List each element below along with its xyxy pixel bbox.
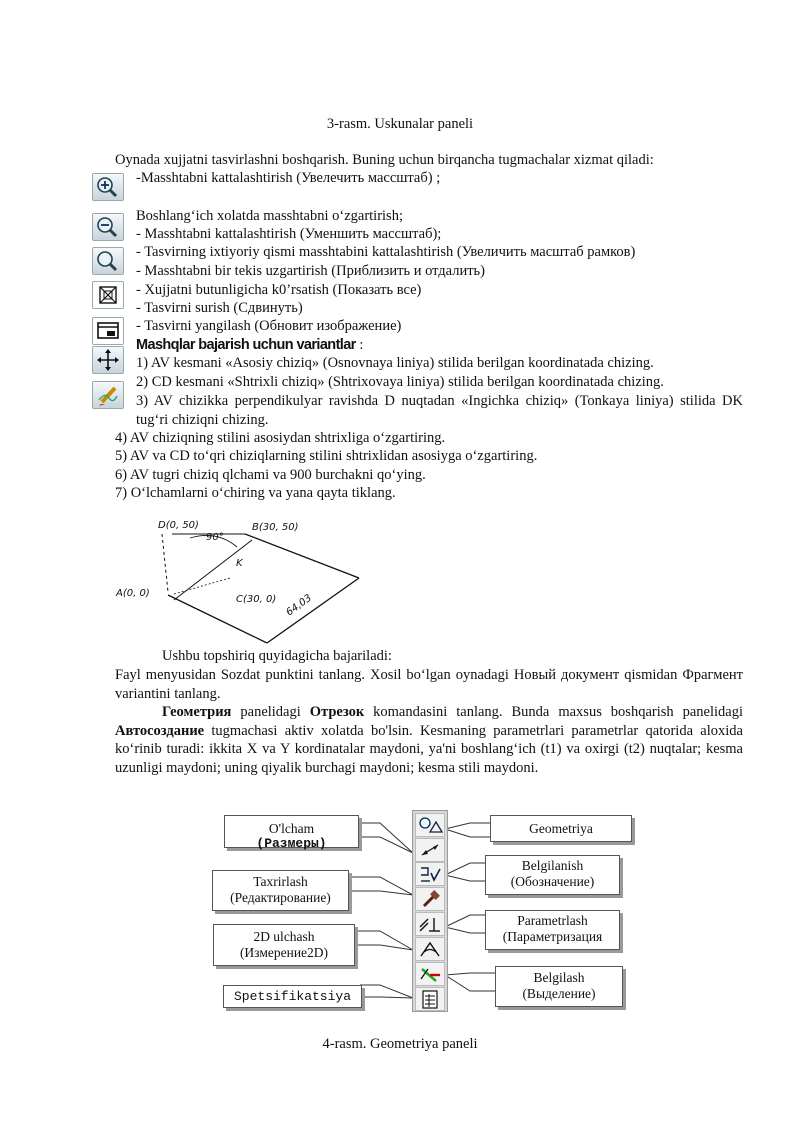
exercise-heading-text: Mashqlar bajarish uchun variantlar <box>136 337 356 353</box>
exercise-7: 7) O‘lchamlarni o‘chiring va yana qayta tiklang. <box>115 485 396 501</box>
dimensions-tool-icon[interactable] <box>415 838 445 862</box>
label-razmery: (Размеры) <box>256 836 327 851</box>
p2-text-1: panelidagi <box>231 704 310 720</box>
task-intro: Ushbu topshiriq quyidagicha bajariladi: <box>162 648 392 664</box>
label-belgilash: Belgilash <box>533 970 585 985</box>
parametrization-tool-icon[interactable] <box>415 912 445 936</box>
sketch-label-k: K <box>236 558 243 569</box>
label-box-measure <box>213 924 355 966</box>
label-box-editing <box>212 870 349 911</box>
specification-tool-icon[interactable] <box>415 987 445 1011</box>
panel-connectors <box>0 805 800 1025</box>
sketch-label-b: B(30, 50) <box>252 522 299 533</box>
p2-text-2: komandasini tanlang. Bunda maxsus boshqarish panelidagi <box>364 704 743 720</box>
exercise-2: 2) CD kesmani «Shtrixli chiziq» (Shtrixovaya liniya) stilida berilgan koordinatada chizing. <box>136 374 664 390</box>
label-box-designation <box>485 855 620 895</box>
designation-tool-icon[interactable] <box>415 862 445 886</box>
zoom-out-icon <box>92 213 124 241</box>
label-ulchash: 2D ulchash <box>253 929 315 944</box>
figure-caption-3: 3-rasm. Uskunalar paneli <box>326 116 474 132</box>
sketch-label-length: 64,03 <box>284 592 314 619</box>
task-paragraph-2 <box>115 703 743 777</box>
show-all-icon <box>92 281 124 309</box>
exercise-6: 6) AV tugri chiziq qlchami va 900 burchakni qo‘ying. <box>115 467 426 483</box>
label-parametrlash: Parametrlash <box>517 913 588 928</box>
pan-move-icon <box>92 346 124 374</box>
refresh-image-icon <box>92 317 124 345</box>
exercise-heading <box>136 337 363 354</box>
task-paragraph-1: Fayl menyusidan Sozdat punktini tanlang. Xosil bo‘lgan oynadagi Новый документ qismidan Фрагмент variantini tanlang. <box>115 667 743 702</box>
tool-line-7: - Tasvirni surish (Сдвинуть) <box>136 300 303 316</box>
label-spetsifikatsiya: Spetsifikatsiya <box>233 989 352 1004</box>
label-box-selection <box>495 966 623 1007</box>
label-box-geometry <box>490 815 632 842</box>
label-box-dimensions <box>224 815 359 851</box>
intro-text: Oynada xujjatni tasvirlashni boshqarish. Buning uchun birqancha tugmachalar xizmat qiladi: <box>115 152 654 168</box>
tool-line-6: - Xujjatni butunligicha k0’rsatish (Показать все) <box>136 282 422 298</box>
exercise-4: 4) AV chiziqning stilini asosiydan shtrixliga o‘zgartiring. <box>115 430 446 446</box>
label-geometriya: Geometriya <box>529 821 593 836</box>
editing-tool-icon[interactable] <box>415 887 445 911</box>
label-parametrizatsiya: (Параметризация <box>502 929 603 944</box>
sketch-label-d: D(0, 50) <box>158 520 199 531</box>
label-redaktirovanie: (Редактирование) <box>230 890 331 905</box>
label-olcham: O'lcham <box>268 821 315 836</box>
tool-line-5: - Masshtabni bir tekis uzgartirish (Приблизить и отдалить) <box>136 263 485 279</box>
label-vydelenie: (Выделение) <box>522 986 596 1001</box>
selection-tool-icon[interactable] <box>415 962 445 986</box>
exercise-5: 5) AV va CD to‘qri chiziqlarning stilini shtrixlidan asosiyga o‘zgartiring. <box>115 448 538 464</box>
tool-line-4: - Tasvirning ixtiyoriy qismi masshtabini kattalashtirish (Увеличить масштаб рамков) <box>136 244 636 260</box>
zoom-frame-icon <box>92 247 124 275</box>
p2-text-3: tugmachasi aktiv xolatda bo'lsin. Kesmaning parametrlari parametrlar qatorida aloxida ko‘rinib turadi: ikkita X va Y kordinatalar maydoni, ya'ni boshlang‘ich (t1) va oxirgi (t2) nuqtalar; kesma uzunligi maydoni; uning qiyalik burchagi maydoni; kesma stili maydoni. <box>115 722 743 776</box>
geometry-bold: Геометрия <box>162 704 232 720</box>
label-box-specification <box>223 985 362 1008</box>
exercise-1: 1) AV kesmani «Asosiy chiziq» (Osnovnaya liniya) stilida berilgan koordinatada chizing. <box>136 355 654 371</box>
sketch-label-a: A(0, 0) <box>116 588 150 599</box>
tool-line-8: - Tasvirni yangilash (Обновит изображение) <box>136 318 402 334</box>
label-oboznachenie: (Обозначение) <box>510 874 595 889</box>
exercise-3: 3) AV chizikka perpendikulyar ravishda D nuqtadan «Ingichka chiziq» (Tonkaya liniya) stilida DK tug‘ri chiziqni chizing. <box>136 393 743 428</box>
label-izmerenie: (Измерение2D) <box>239 945 329 960</box>
label-box-parametrization <box>485 910 620 950</box>
tool-line-3: - Masshtabni kattalashtirish (Уменшить массштаб); <box>136 226 442 242</box>
tool-line-2: Boshlang‘ich xolatda masshtabni o‘zgartirish; <box>136 208 403 224</box>
tool-line-1: -Masshtabni kattalashtirish (Увелечить массштаб) ; <box>136 170 441 186</box>
label-taxrirlash: Taxrirlash <box>253 874 308 889</box>
autocreate-bold: Автосоздание <box>115 722 205 739</box>
measure-2d-tool-icon[interactable] <box>415 937 445 961</box>
figure-caption-4: 4-rasm. Geometriya paneli <box>322 1036 478 1052</box>
segment-bold: Отрезок <box>309 704 365 720</box>
sketch-label-c: C(30, 0) <box>236 594 277 605</box>
geometry-tool-icon[interactable] <box>415 813 445 837</box>
label-belgilanish: Belgilanish <box>521 858 584 873</box>
coordinate-sketch <box>112 512 372 647</box>
exercise-heading-colon: : <box>355 337 364 353</box>
pencil-edit-icon <box>92 381 124 409</box>
zoom-in-icon <box>92 173 124 201</box>
sketch-label-angle: 90° <box>206 532 224 543</box>
